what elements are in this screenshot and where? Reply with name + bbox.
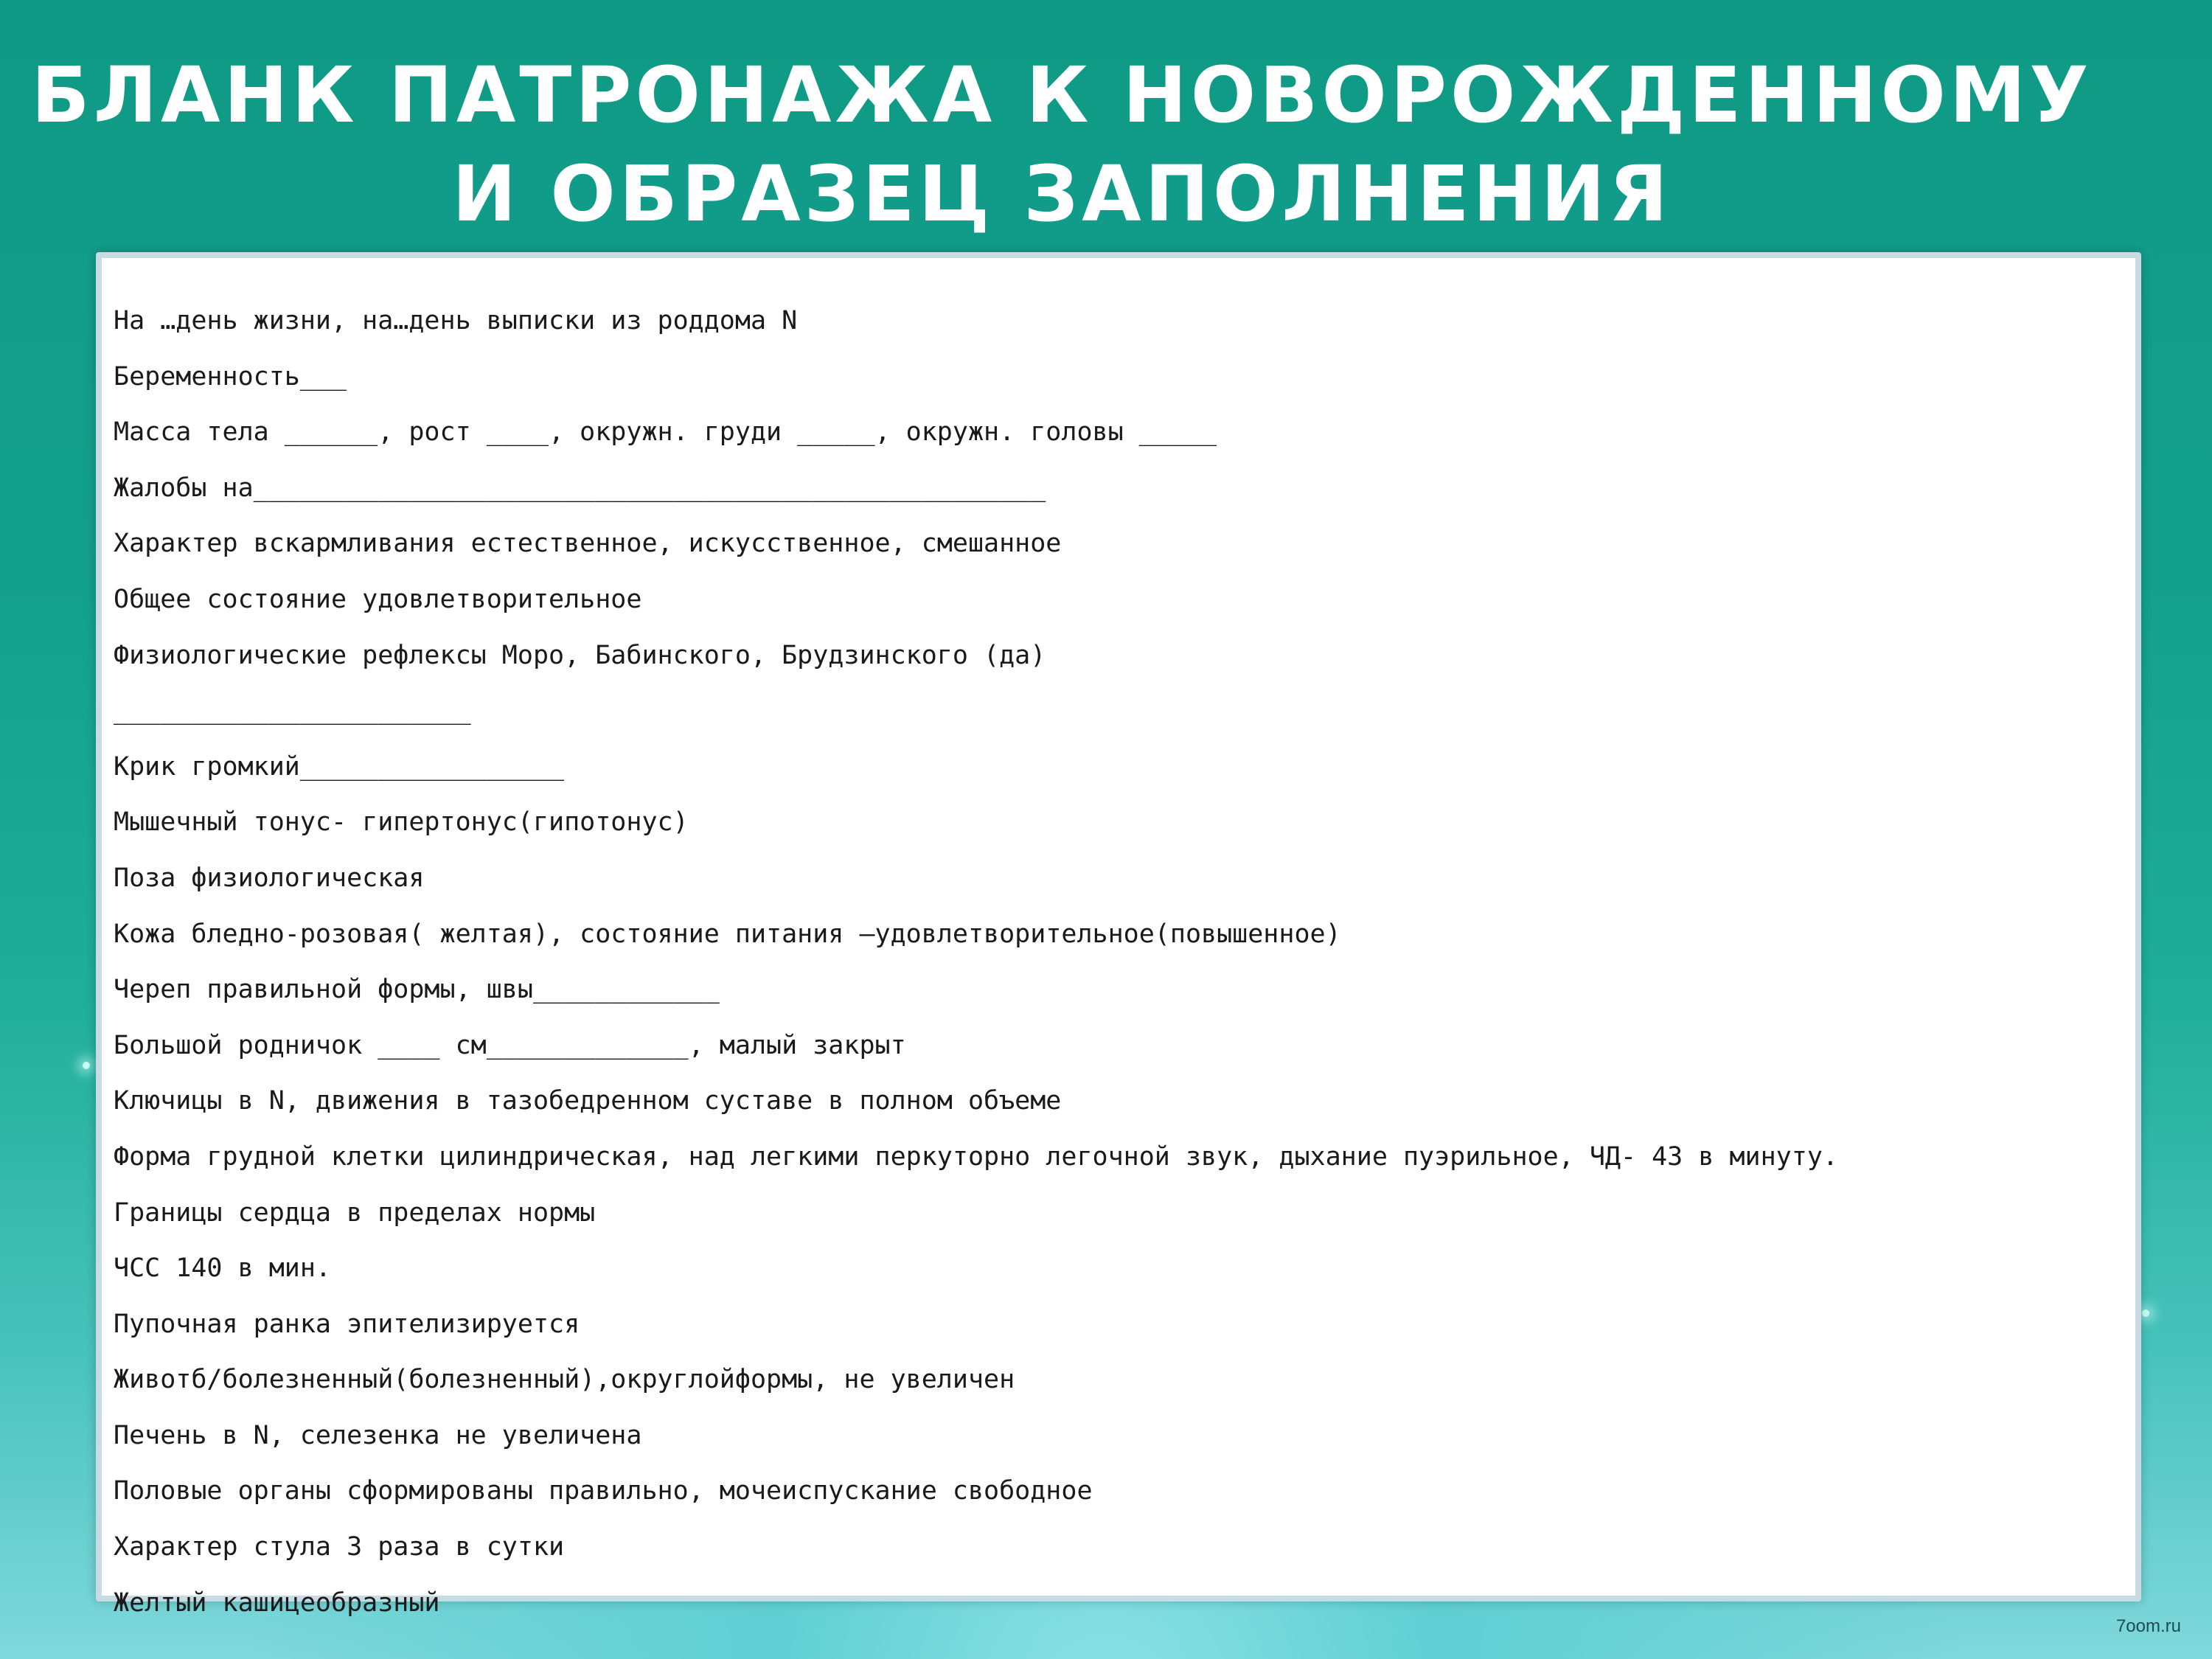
form-line-cry: Крик громкий_________________ bbox=[114, 751, 565, 782]
form-line-genitals: Половые органы сформированы правильно, мочеиспускание свободное bbox=[114, 1476, 1093, 1506]
form-line-stool-frequency: Характер стула 3 раза в сутки bbox=[114, 1532, 565, 1562]
form-line-blank: _______________________ bbox=[114, 696, 471, 726]
form-line-reflexes: Физиологические рефлексы Моро, Бабинского, Брудзинского (да) bbox=[114, 640, 1046, 670]
source-watermark: 7oom.ru bbox=[2115, 1616, 2181, 1636]
form-sample-panel bbox=[96, 252, 2141, 1618]
form-line-skin: Кожа бледно-розовая( желтая), состояние питания –удовлетворительное(повышенное) bbox=[114, 919, 1341, 949]
form-line-liver-spleen: Печень в N, селезенка не увеличена bbox=[114, 1420, 642, 1450]
form-line-body-measurements: Масса тела ______, рост ____, окружн. груди _____, окружн. головы _____ bbox=[114, 417, 1217, 448]
form-line-fontanelle: Большой родничок ____ см_____________, малый закрыт bbox=[114, 1030, 906, 1060]
form-lines bbox=[114, 293, 1838, 1631]
form-line-general-condition: Общее состояние удовлетворительное bbox=[114, 584, 642, 614]
form-line-feeding-type: Характер вскармливания естественное, искусственное, смешанное bbox=[114, 529, 1062, 559]
form-line-clavicles: Ключицы в N, движения в тазобедренном суставе в полном объеме bbox=[114, 1086, 1062, 1116]
sparkle-decoration bbox=[2142, 1310, 2149, 1317]
form-line-muscle-tone: Мышечный тонус- гипертонус(гипотонус) bbox=[114, 807, 689, 838]
page-title-line-1: БЛАНК ПАТРОНАЖА К НОВОРОЖДЕННОМУ bbox=[31, 50, 2093, 140]
form-line-pregnancy: Беременность___ bbox=[114, 361, 347, 392]
form-line-complaints: Жалобы на___________________________________________________ bbox=[114, 473, 1046, 503]
form-line-chest: Форма грудной клетки цилиндрическая, над легкими перкуторно легочной звук, дыхание пуэрильное, ЧД- 43 в минуту. bbox=[114, 1141, 1838, 1172]
sparkle-decoration bbox=[83, 1062, 90, 1069]
form-line-stool-type: Желтый кашицеобразный bbox=[114, 1587, 440, 1618]
form-line-heart-rate: ЧСС 140 в мин. bbox=[114, 1253, 332, 1284]
form-line-skull: Череп правильной формы, швы____________ bbox=[114, 975, 720, 1005]
form-line-umbilical-wound: Пупочная ранка эпителизируется bbox=[114, 1309, 580, 1339]
form-line-day-of-life: На …день жизни, на…день выписки из роддома N bbox=[114, 306, 798, 335]
form-line-posture: Поза физиологическая bbox=[114, 863, 425, 893]
page-title-line-2: И ОБРАЗЕЦ ЗАПОЛНЕНИЯ bbox=[452, 149, 1672, 239]
form-line-heart-borders: Границы сердца в пределах нормы bbox=[114, 1197, 596, 1228]
form-line-abdomen: Животб/болезненный(болезненный),округлойформы, не увеличен bbox=[114, 1365, 1015, 1395]
page-title bbox=[0, 46, 2124, 243]
